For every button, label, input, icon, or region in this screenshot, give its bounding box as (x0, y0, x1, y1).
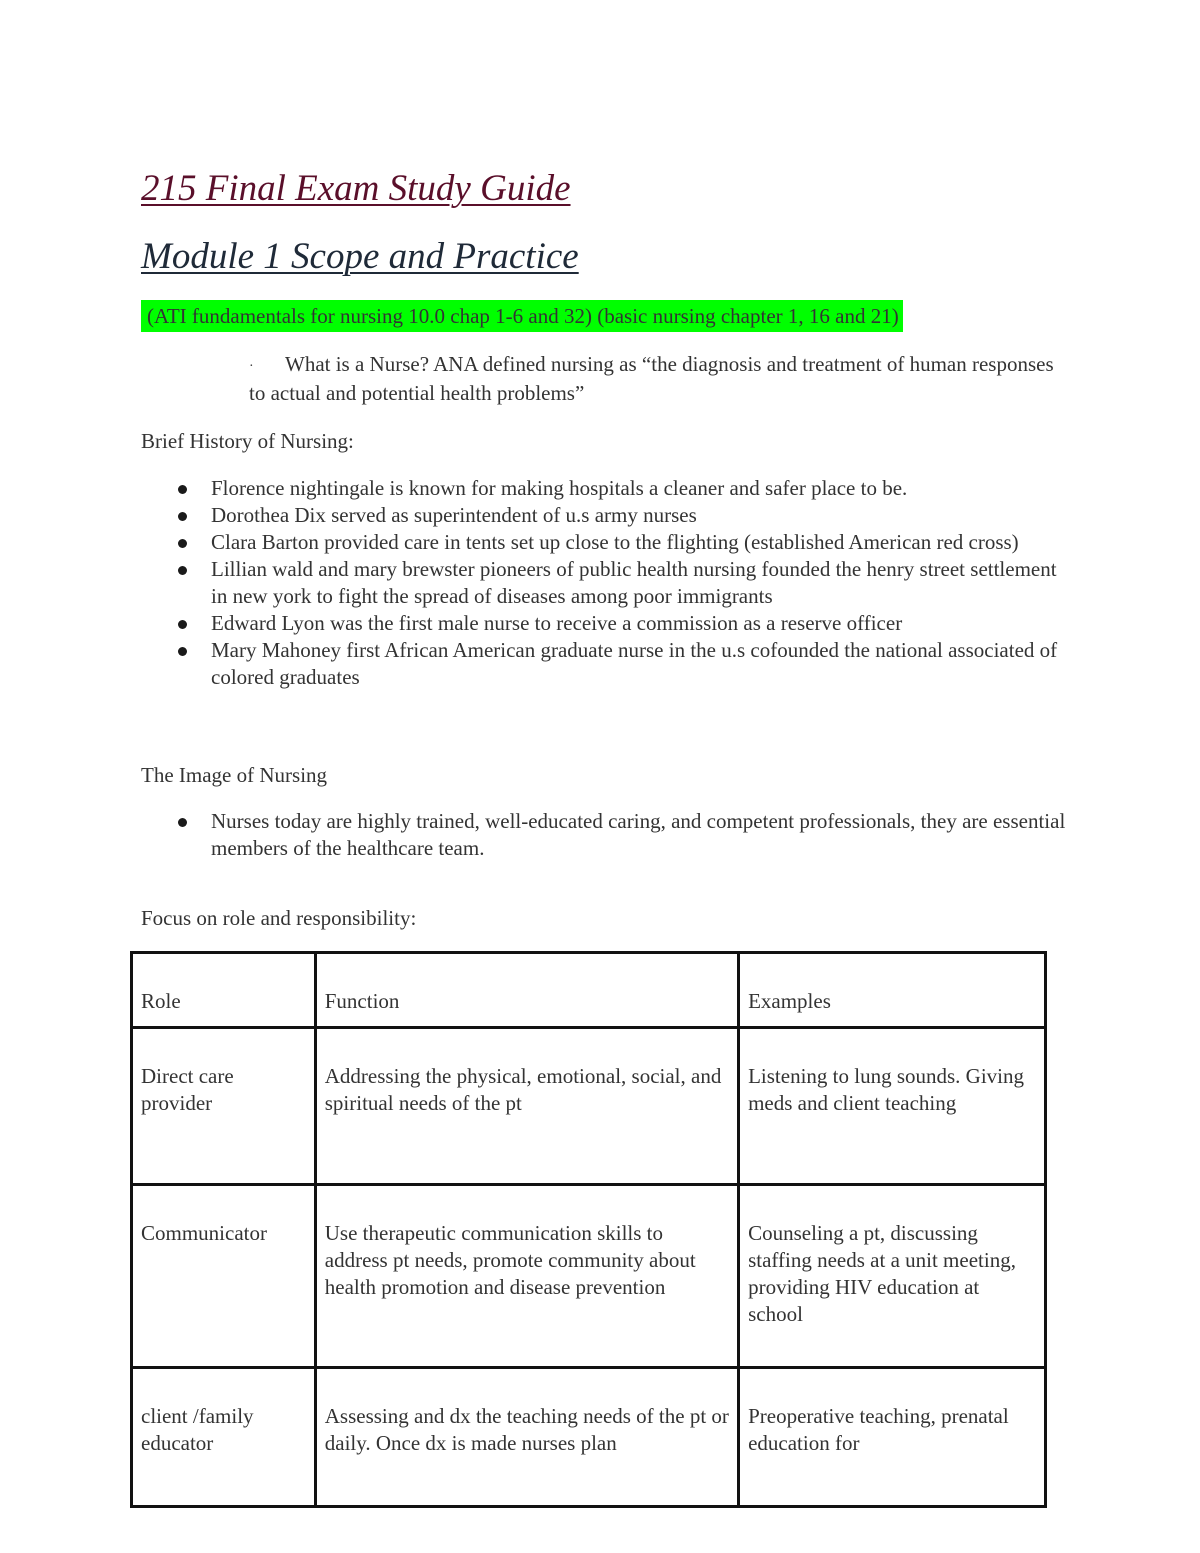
list-item (170, 610, 1070, 637)
highlighted-reference: (ATI fundamentals for nursing 10.0 chap 1-6 and 32) (basic nursing chapter 1, 16 and 21) (141, 300, 903, 332)
list-item (170, 529, 1070, 556)
list-item (170, 475, 1070, 502)
image-of-nursing-list (170, 808, 1070, 862)
bullet-icon (178, 566, 187, 575)
list-item-text: Clara Barton provided care in tents set up close to the flighting (established American red cross) (211, 530, 1019, 554)
focus-heading: Focus on role and responsibility: (141, 906, 417, 930)
small-bullet-icon: · (249, 358, 254, 374)
bullet-icon (178, 620, 187, 629)
table-cell: Assessing and dx the teaching needs of the pt or daily. Once dx is made nurses plan (315, 1368, 738, 1507)
table-cell: Listening to lung sounds. Giving meds and client teaching (739, 1028, 1046, 1185)
history-heading: Brief History of Nursing: (141, 429, 354, 453)
list-item (170, 556, 1070, 610)
table-cell: Use therapeutic communication skills to address pt needs, promote community about health promotion and disease prevention (315, 1185, 738, 1368)
list-item-text: Nurses today are highly trained, well-educated caring, and competent professionals, they are essential members of the healthcare team. (211, 809, 1066, 860)
bullet-icon (178, 647, 187, 656)
table-cell: Addressing the physical, emotional, social, and spiritual needs of the pt (315, 1028, 738, 1185)
list-item-text: Lillian wald and mary brewster pioneers of public health nursing founded the henry street settlement in new york to fight the spread of diseases among poor immigrants (211, 557, 1057, 608)
bullet-icon (178, 512, 187, 521)
document-title: 215 Final Exam Study Guide (141, 168, 571, 209)
table-cell: Counseling a pt, discussing staffing needs at a unit meeting, providing HIV education at school (739, 1185, 1046, 1368)
list-item (170, 808, 1070, 862)
bullet-icon (178, 818, 187, 827)
image-of-nursing-heading: The Image of Nursing (141, 763, 328, 787)
table-row (132, 1368, 1046, 1507)
table-header-row (132, 953, 1046, 1028)
table-header-cell: Role (132, 953, 316, 1028)
bullet-icon (178, 539, 187, 548)
list-item (170, 637, 1070, 691)
table-cell: Communicator (132, 1185, 316, 1368)
table-header-cell: Function (315, 953, 738, 1028)
list-item-text: Florence nightingale is known for making hospitals a cleaner and safer place to be. (211, 476, 908, 500)
list-item-text: Mary Mahoney first African American graduate nurse in the u.s cofounded the national associated of colored graduates (211, 638, 1058, 689)
nurse-definition-text: What is a Nurse? ANA defined nursing as “the diagnosis and treatment of human responses to actual and potential health problems” (249, 352, 1054, 405)
roles-table (130, 951, 1047, 1508)
list-item-text: Dorothea Dix served as superintendent of u.s army nurses (211, 503, 697, 527)
table-row (132, 1185, 1046, 1368)
table-cell: client /family educator (132, 1368, 316, 1507)
table-cell: Preoperative teaching, prenatal education for (739, 1368, 1046, 1507)
bullet-icon (178, 485, 187, 494)
table-row (132, 1028, 1046, 1185)
table-header-cell: Examples (739, 953, 1046, 1028)
nurse-definition (249, 351, 1069, 407)
list-item-text: Edward Lyon was the first male nurse to receive a commission as a reserve officer (211, 611, 903, 635)
table-cell: Direct care provider (132, 1028, 316, 1185)
history-list (170, 475, 1070, 691)
list-item (170, 502, 1070, 529)
module-title: Module 1 Scope and Practice (141, 236, 579, 277)
